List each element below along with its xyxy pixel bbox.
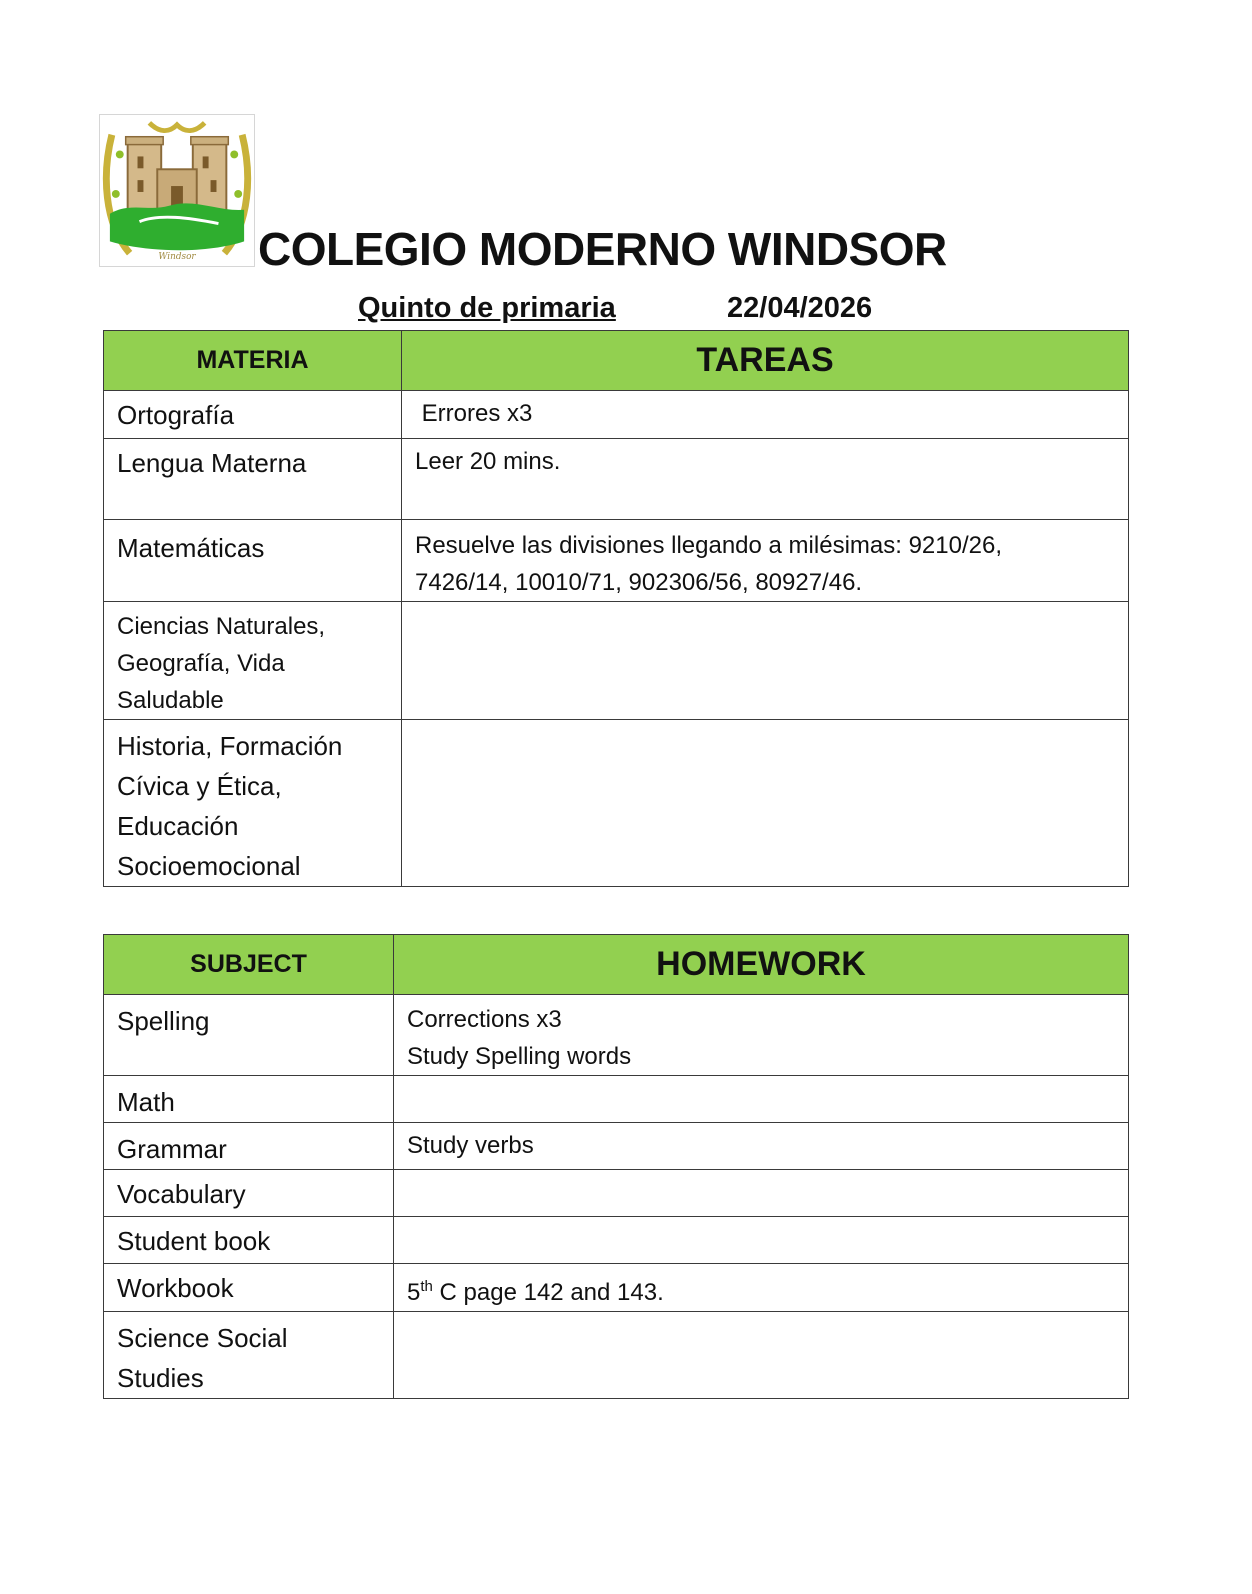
column-header-tareas: TAREAS: [402, 331, 1129, 391]
task-text: C page 142 and 143.: [432, 1279, 664, 1306]
subject-cell: Lengua Materna: [104, 439, 402, 520]
subject-cell: Vocabulary: [104, 1170, 394, 1217]
school-logo: [99, 114, 255, 267]
table-row: [104, 439, 1129, 520]
table-header-row: [104, 935, 1129, 995]
table-row: [104, 1264, 1129, 1312]
table-row: [104, 1123, 1129, 1170]
table-row: [104, 602, 1129, 720]
tareas-table: [103, 330, 1129, 887]
assignment-date: 22/04/2026: [727, 292, 873, 324]
subject-cell: Ciencias Naturales, Geografía, Vida Saludable: [104, 602, 402, 720]
castle-crest-icon: [100, 115, 254, 266]
column-header-homework: HOMEWORK: [394, 935, 1129, 995]
table-row: [104, 391, 1129, 439]
column-header-materia: MATERIA: [104, 331, 402, 391]
task-cell: [394, 1312, 1129, 1399]
table-header-row: [104, 331, 1129, 391]
task-line: Study Spelling words: [407, 1043, 632, 1070]
subject-cell: Math: [104, 1076, 394, 1123]
task-cell: Study verbs: [394, 1123, 1129, 1170]
task-number: 5: [407, 1279, 421, 1306]
subject-cell: Workbook: [104, 1264, 394, 1312]
task-line: Corrections x3: [407, 1006, 562, 1033]
table-row: [104, 520, 1129, 602]
subject-cell: Spelling: [104, 995, 394, 1076]
table-row: [104, 1217, 1129, 1264]
task-ordinal-suffix: th: [420, 1278, 433, 1295]
task-cell: Resuelve las divisiones llegando a milésimas: 9210/26, 7426/14, 10010/71, 902306/56, 80927/46.: [402, 520, 1129, 602]
table-row: [104, 720, 1129, 887]
task-cell: [394, 1217, 1129, 1264]
subject-cell: Ortografía: [104, 391, 402, 439]
task-cell: Leer 20 mins.: [402, 439, 1129, 520]
task-cell: [402, 720, 1129, 887]
svg-text:Windsor: Windsor: [158, 252, 196, 263]
subject-cell: Matemáticas: [104, 520, 402, 602]
subject-cell: Science Social Studies: [104, 1312, 394, 1399]
task-cell: [394, 995, 1129, 1076]
task-cell: [394, 1264, 1129, 1312]
table-row: [104, 1170, 1129, 1217]
subject-cell: Historia, Formación Cívica y Ética, Educación Socioemocional: [104, 720, 402, 887]
subject-cell: Student book: [104, 1217, 394, 1264]
column-header-subject: SUBJECT: [104, 935, 394, 995]
task-cell: Errores x3: [402, 391, 1129, 439]
task-cell: [402, 602, 1129, 720]
homework-table: [103, 934, 1129, 1399]
table-row: [104, 1076, 1129, 1123]
table-row: [104, 995, 1129, 1076]
grade-level: Quinto de primaria: [358, 292, 616, 324]
subject-cell: Grammar: [104, 1123, 394, 1170]
table-row: [104, 1312, 1129, 1399]
school-name: COLEGIO MODERNO WINDSOR: [258, 223, 947, 275]
task-cell: [394, 1170, 1129, 1217]
task-cell: [394, 1076, 1129, 1123]
